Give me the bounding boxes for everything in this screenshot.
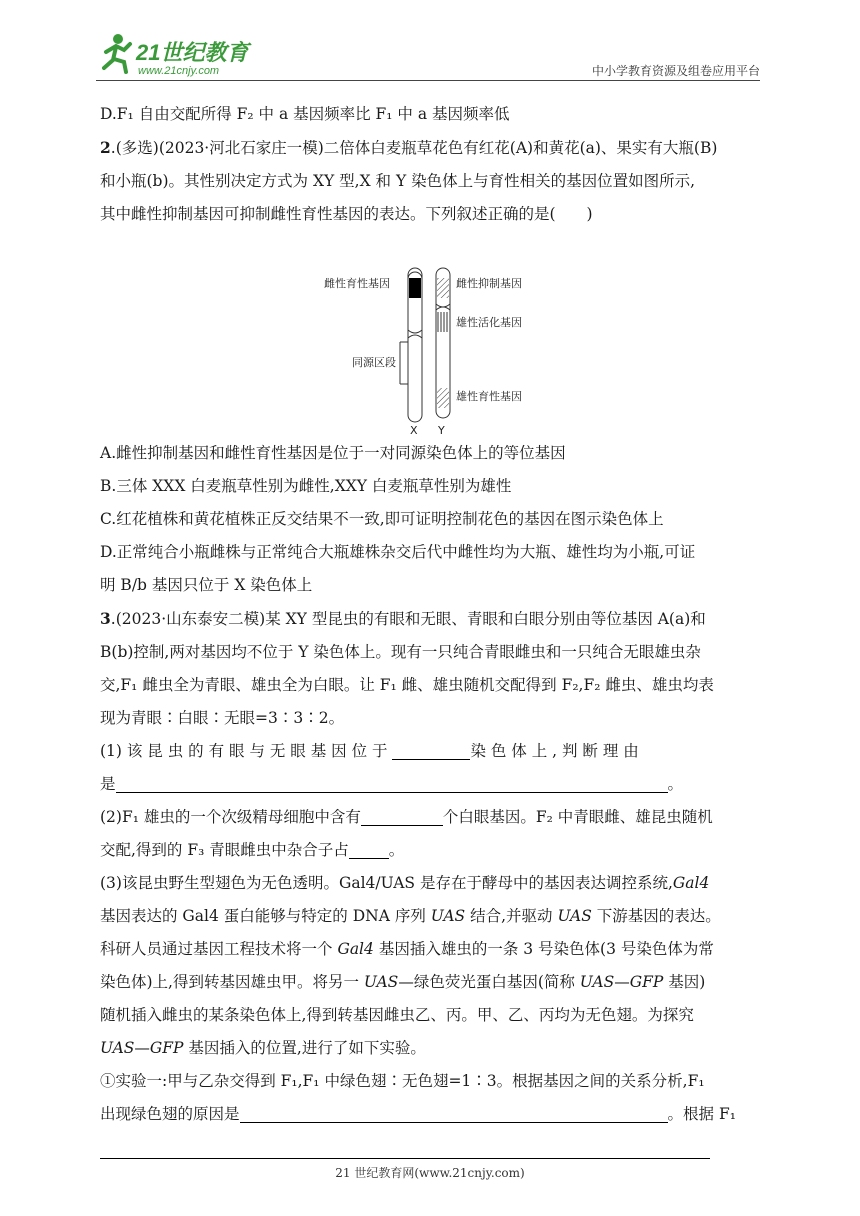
- x-female-fertility-band: [409, 278, 421, 298]
- sub1-line-2: 是 。: [100, 775, 684, 793]
- y-male-fertility-band: [437, 388, 449, 408]
- q2-line-3: 其中雌性抑制基因可抑制雌性育性基因的表达。下列叙述正确的是( ): [100, 205, 593, 223]
- label-female-fertility: 雌性育性基因: [324, 277, 390, 290]
- q3-line-2: B(b)控制,两对基因均不位于 Y 染色体上。现有一只纯合青眼雌虫和一只纯合无眼雄虫杂: [100, 643, 701, 661]
- option-d-line-2: 明 B/b 基因只位于 X 染色体上: [100, 576, 313, 594]
- answer-blank-4[interactable]: [349, 840, 389, 859]
- label-male-activation: 雄性活化基因: [456, 316, 522, 329]
- runner-icon: [104, 34, 130, 72]
- option-d-prev: D.F₁ 自由交配所得 F₂ 中 a 基因频率比 F₁ 中 a 基因频率低: [100, 105, 510, 123]
- label-female-suppressor: 雌性抑制基因: [456, 277, 522, 290]
- answer-blank-2[interactable]: [116, 774, 668, 793]
- answer-blank-3[interactable]: [361, 807, 443, 826]
- q2-number: 2: [100, 138, 111, 157]
- sub2-line-1: (2)F₁ 雄虫的一个次级精母细胞中含有 个白眼基因。F₂ 中青眼雌、雄昆虫随机: [100, 808, 713, 826]
- exp1-line-2: 出现绿色翅的原因是 。根据 F₁: [100, 1105, 736, 1123]
- q2-line-1: 2.(多选)(2023·河北石家庄一模)二倍体白麦瓶草花色有红花(A)和黄花(a)、果实有大瓶(B): [100, 138, 718, 157]
- sub3-line-5: 随机插入雌虫的某条染色体上,得到转基因雌虫乙、丙。甲、乙、丙均为无色翅。为探究: [100, 1006, 694, 1024]
- question-body: [100, 98, 762, 231]
- option-d-line-1: D.正常纯合小瓶雌株与正常纯合大瓶雄株杂交后代中雌性均为大瓶、雄性均为小瓶,可证: [100, 543, 696, 561]
- platform-name: 中小学教育资源及组卷应用平台: [591, 64, 760, 78]
- sub2-line-2: 交配,得到的 F₃ 青眼雌虫中杂合子占 。: [100, 841, 405, 859]
- answer-blank-5[interactable]: [240, 1104, 668, 1123]
- sub1-line-1: (1) 该 昆 虫 的 有 眼 与 无 眼 基 因 位 于 染 色 体 上 , 判 断 理 由: [100, 742, 639, 760]
- sub3-line-1: (3)该昆虫野生型翅色为无色透明。Gal4/UAS 是存在于酵母中的基因表达调控系统,Gal4: [100, 874, 710, 892]
- q3-line-1: 3.(2023·山东泰安二模)某 XY 型昆虫的有眼和无眼、青眼和白眼分别由等位基因 A(a)和: [100, 609, 706, 628]
- sub3-line-6: UAS—GFP 基因插入的位置,进行了如下实验。: [100, 1039, 426, 1057]
- options-and-q3: [100, 437, 762, 1131]
- sub3-line-2: 基因表达的 Gal4 蛋白能够与特定的 DNA 序列 UAS 结合,并驱动 UAS 下游基因的表达。: [100, 907, 721, 925]
- header-divider: [96, 80, 760, 81]
- option-b: B.三体 XXX 白麦瓶草性别为雌性,XXY 白麦瓶草性别为雄性: [100, 477, 512, 495]
- option-c: C.红花植株和黄花植株正反交结果不一致,即可证明控制花色的基因在图示染色体上: [100, 510, 664, 528]
- y-female-suppressor-band: [437, 278, 449, 298]
- label-homologous: 同源区段: [352, 356, 396, 369]
- sub3-line-4: 染色体)上,得到转基因雄虫甲。将另一 UAS—绿色荧光蛋白基因(简称 UAS—GFP 基因): [100, 973, 706, 991]
- label-male-fertility: 雄性育性基因: [456, 390, 522, 403]
- footer-text: 21 世纪教育网(www.21cnjy.com): [335, 1166, 525, 1180]
- chromosome-diagram: [320, 266, 540, 436]
- option-a: A.雌性抑制基因和雌性育性基因是位于一对同源染色体上的等位基因: [100, 444, 566, 462]
- logo-url: www.21cnjy.com: [138, 65, 220, 77]
- sub3-line-3: 科研人员通过基因工程技术将一个 Gal4 基因插入雄虫的一条 3 号染色体(3 号染色体为常: [100, 940, 714, 958]
- q3-number: 3: [100, 609, 111, 628]
- page-header: [96, 30, 760, 80]
- q2-line-2: 和小瓶(b)。其性别决定方式为 XY 型,X 和 Y 染色体上与育性相关的基因位置如图所示,: [100, 172, 696, 190]
- label-x: X: [410, 424, 418, 436]
- q3-line-3: 交,F₁ 雌虫全为青眼、雄虫全为白眼。让 F₁ 雌、雄虫随机交配得到 F₂,F₂ 雌虫、雄虫均表: [100, 676, 714, 694]
- q3-line-4: 现为青眼∶白眼∶无眼=3∶3∶2。: [100, 709, 345, 727]
- answer-blank-1[interactable]: [392, 741, 470, 760]
- logo-text: 21世纪教育: [136, 40, 249, 65]
- logo: [96, 30, 266, 78]
- footer-divider: [100, 1158, 710, 1159]
- exp1-line-1: ①实验一:甲与乙杂交得到 F₁,F₁ 中绿色翅∶无色翅=1∶3。根据基因之间的关系分析,F₁: [100, 1072, 705, 1090]
- label-y: Y: [438, 424, 445, 436]
- y-male-activation-band: [437, 312, 449, 332]
